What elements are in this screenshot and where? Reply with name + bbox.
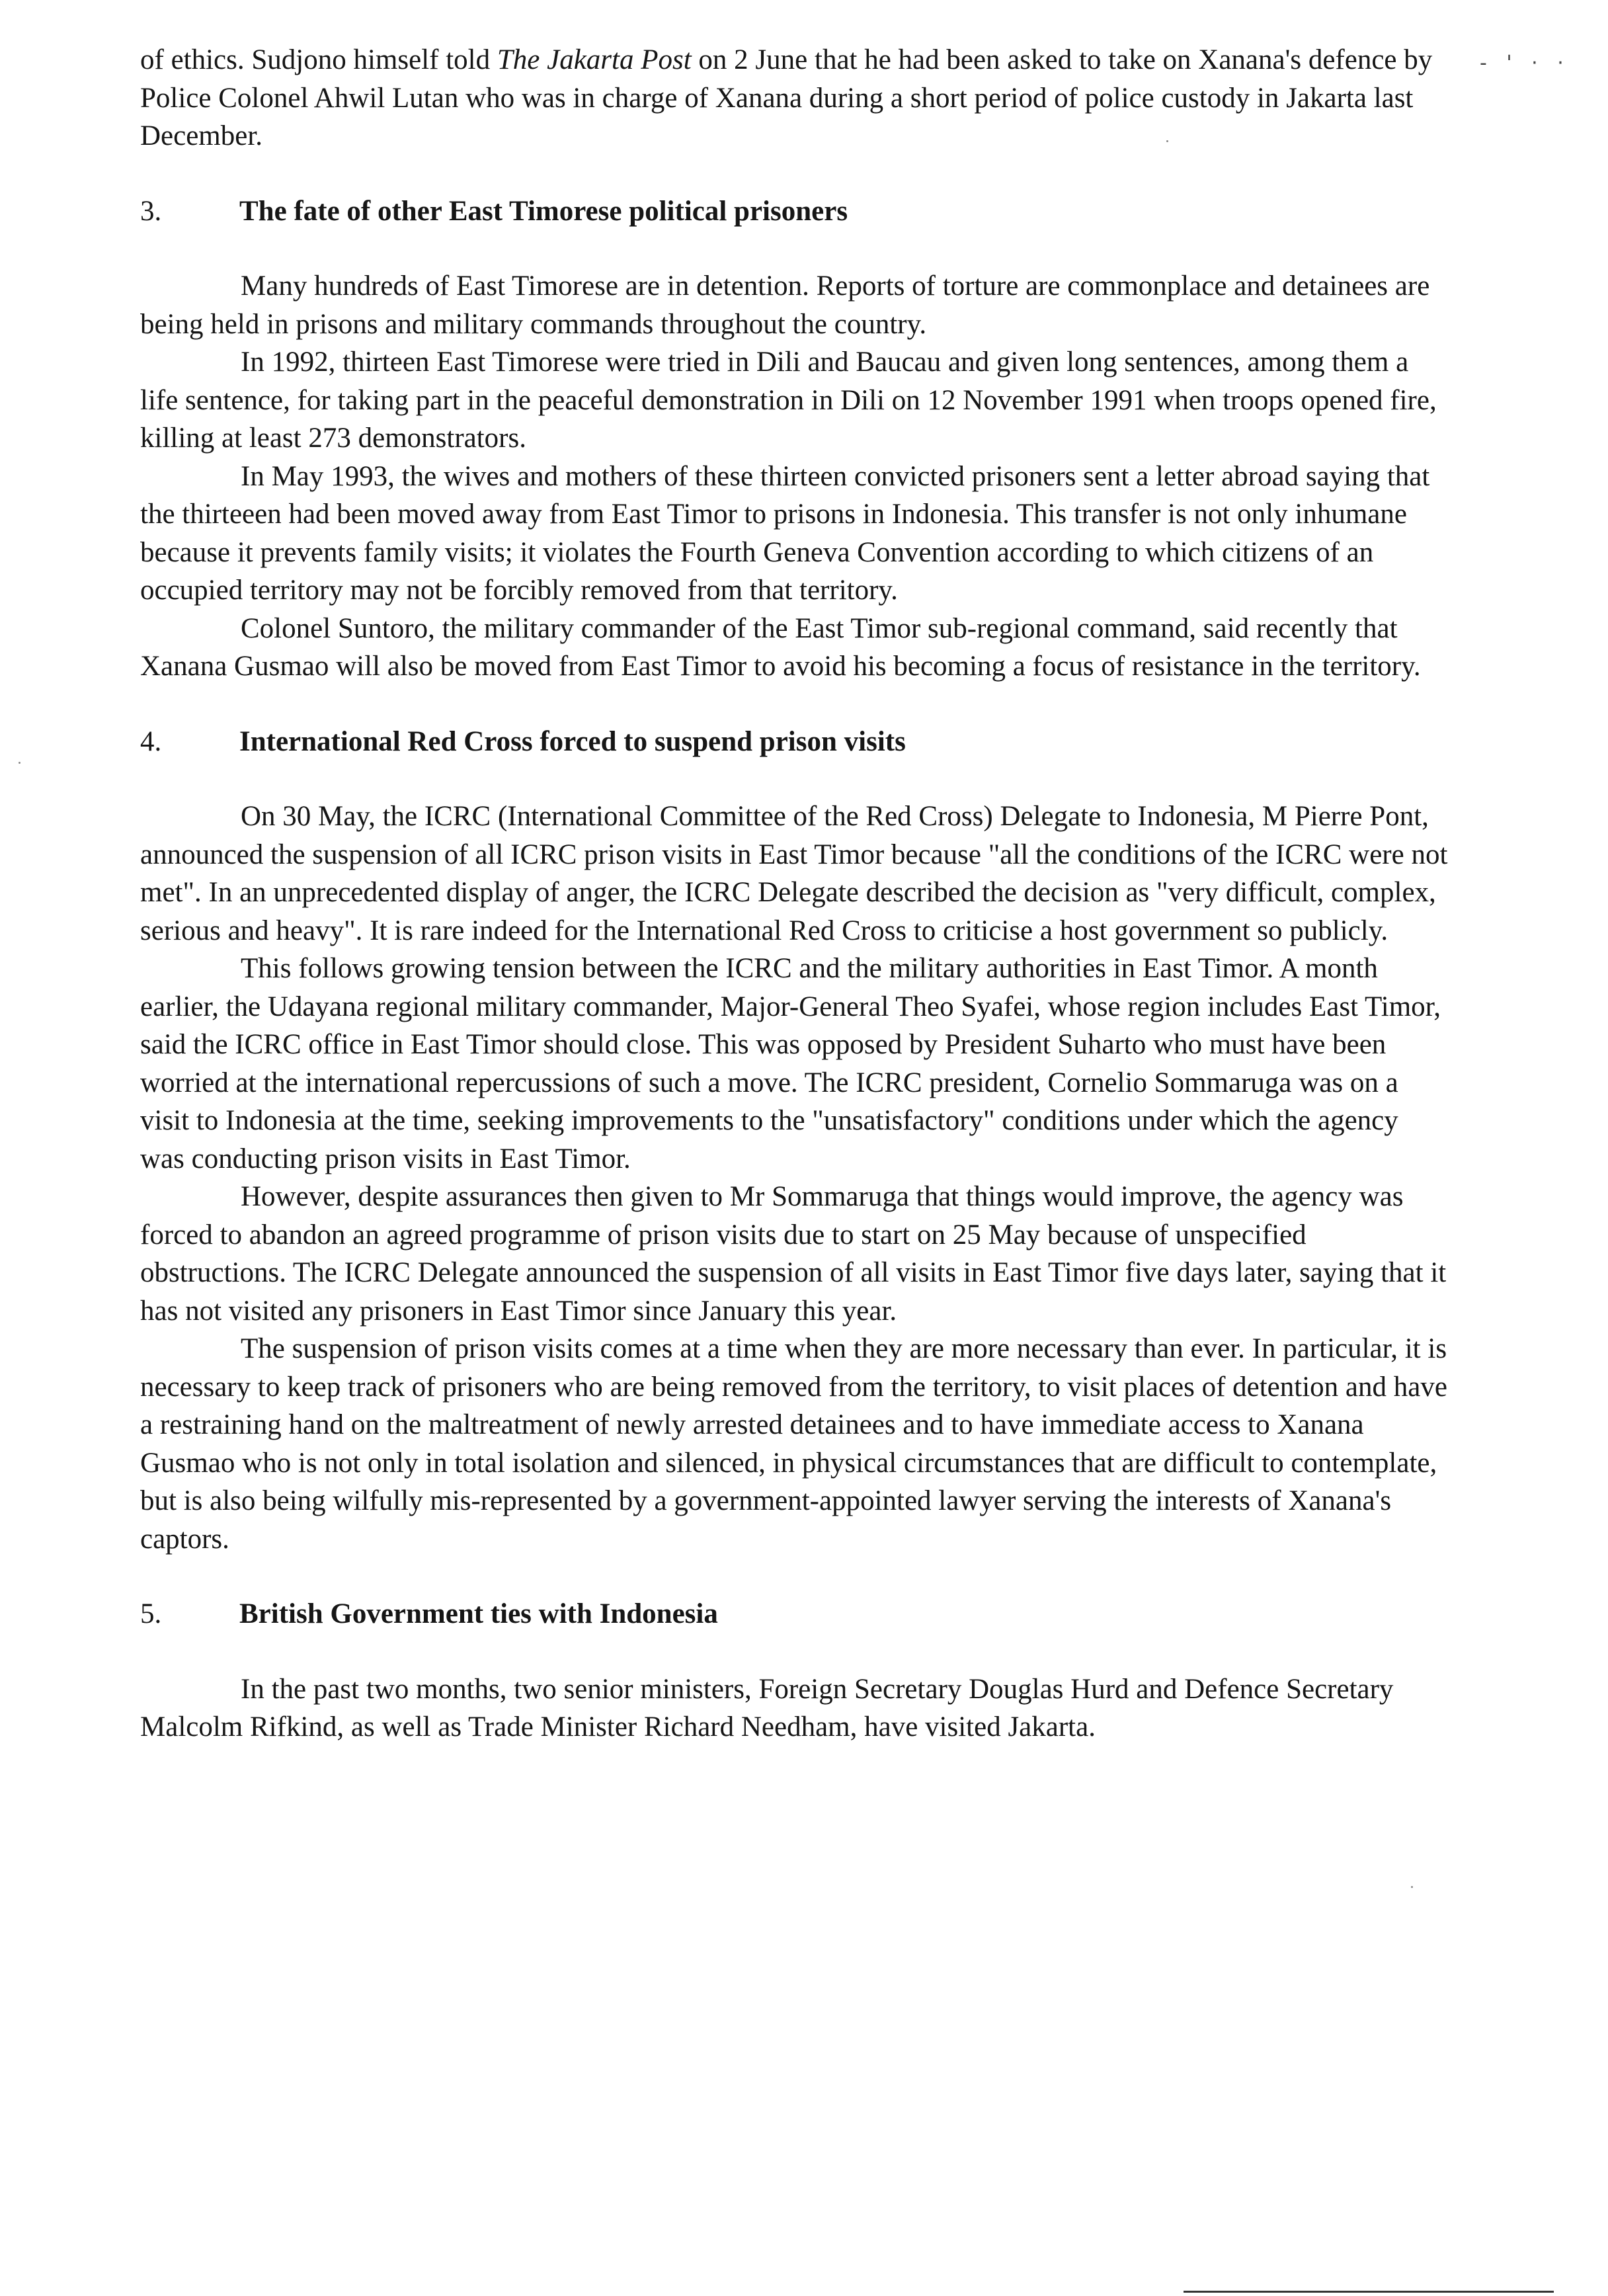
publication-title: The Jakarta Post	[497, 44, 692, 75]
bottom-edge-rule	[1184, 2291, 1554, 2293]
section-number: 5.	[140, 1598, 162, 1629]
section-number: 3.	[140, 195, 162, 227]
document-page	[140, 41, 1449, 1746]
section-3-paragraph-2: In 1992, thirteen East Timorese were tried in Dili and Baucau and given long sentences, among them a life sentence, for taking part in the peaceful demonstration in Dili on 12 November 1991 when troops opened fire, killing at least 273 demonstrators.	[140, 347, 1437, 454]
section-3-paragraph-4: Colonel Suntoro, the military commander of the East Timor sub-regional command, said recently that Xanana Gusmao will also be moved from East Timor to avoid his becoming a focus of resistance in the territory.	[140, 612, 1421, 682]
intro-text-after: on 2 June that he had been asked to take on Xanana's defence by Police Colonel Ahwil Lutan who was in charge of Xanana during a short period of police custody in Jakarta last December.	[140, 44, 1433, 151]
section-3-paragraph-3: In May 1993, the wives and mothers of these thirteen convicted prisoners sent a letter abroad saying that the thirteeen had been moved away from East Timor to prisons in Indonesia. This transfer is not only inhumane because it prevents family visits; it violates the Fourth Geneva Convention according to which citizens of an occupied territory may not be forcibly removed from that territory.	[140, 460, 1430, 606]
section-3-paragraph-1: Many hundreds of East Timorese are in detention. Reports of torture are commonplace and detainees are being held in prisons and military commands throughout the country.	[140, 270, 1430, 340]
section-heading-4	[140, 723, 1449, 761]
section-5-paragraph-1: In the past two months, two senior ministers, Foreign Secretary Douglas Hurd and Defence Secretary Malcolm Rifkind, as well as Trade Minister Richard Needham, have visited Jakarta.	[140, 1673, 1394, 1742]
intro-paragraph	[140, 41, 1449, 155]
section-title: International Red Cross forced to suspend prison visits	[239, 725, 906, 757]
section-4-paragraph-4: The suspension of prison visits comes at a time when they are more necessary than ever. In particular, it is necessary to keep track of prisoners who are being removed from the territory, to visit places of detention and have a restraining hand on the maltreatment of newly arrested detainees and to have immediate access to Xanana Gusmao who is not only in total isolation and silenced, in physical circumstances that are difficult to contemplate, but is also being wilfully mis-represented by a government-appointed lawyer serving the interests of Xanana's captors.	[140, 1333, 1447, 1555]
section-4-paragraph-3: However, despite assurances then given to Mr Sommaruga that things would improve, the agency was forced to abandon an agreed programme of prison visits due to start on 25 May because of unspecified obstructions. The ICRC Delegate announced the suspension of all visits in East Timor five days later, saying that it has not visited any prisoners in East Timor since January this year.	[140, 1181, 1447, 1327]
margin-marks: - ' · ·	[1480, 52, 1570, 75]
scan-speck	[1411, 1886, 1413, 1888]
section-number: 4.	[140, 725, 162, 757]
scan-speck	[1166, 140, 1168, 142]
section-4-paragraph-2: This follows growing tension between the ICRC and the military authorities in East Timor. A month earlier, the Udayana regional military commander, Major-General Theo Syafei, whose region includes East Timor, said the ICRC office in East Timor should close. This was opposed by President Suharto who must have been worried at the international repercussions of such a move. The ICRC president, Cornelio Sommaruga was on a visit to Indonesia at the time, seeking improvements to the "unsatisfactory" conditions under which the agency was conducting prison visits in East Timor.	[140, 953, 1441, 1174]
section-heading-3	[140, 192, 1449, 231]
section-heading-5	[140, 1595, 1449, 1633]
scan-speck	[19, 762, 20, 764]
intro-text-before: of ethics. Sudjono himself told	[140, 44, 497, 75]
section-title: The fate of other East Timorese political prisoners	[239, 195, 848, 227]
section-title: British Government ties with Indonesia	[239, 1598, 718, 1629]
section-4-paragraph-1: On 30 May, the ICRC (International Committee of the Red Cross) Delegate to Indonesia, M Pierre Pont, announced the suspension of all ICRC prison visits in East Timor because "all the conditions of the ICRC were not met". In an unprecedented display of anger, the ICRC Delegate described the decision as "very difficult, complex, serious and heavy". It is rare indeed for the International Red Cross to criticise a host government so publicly.	[140, 801, 1448, 946]
